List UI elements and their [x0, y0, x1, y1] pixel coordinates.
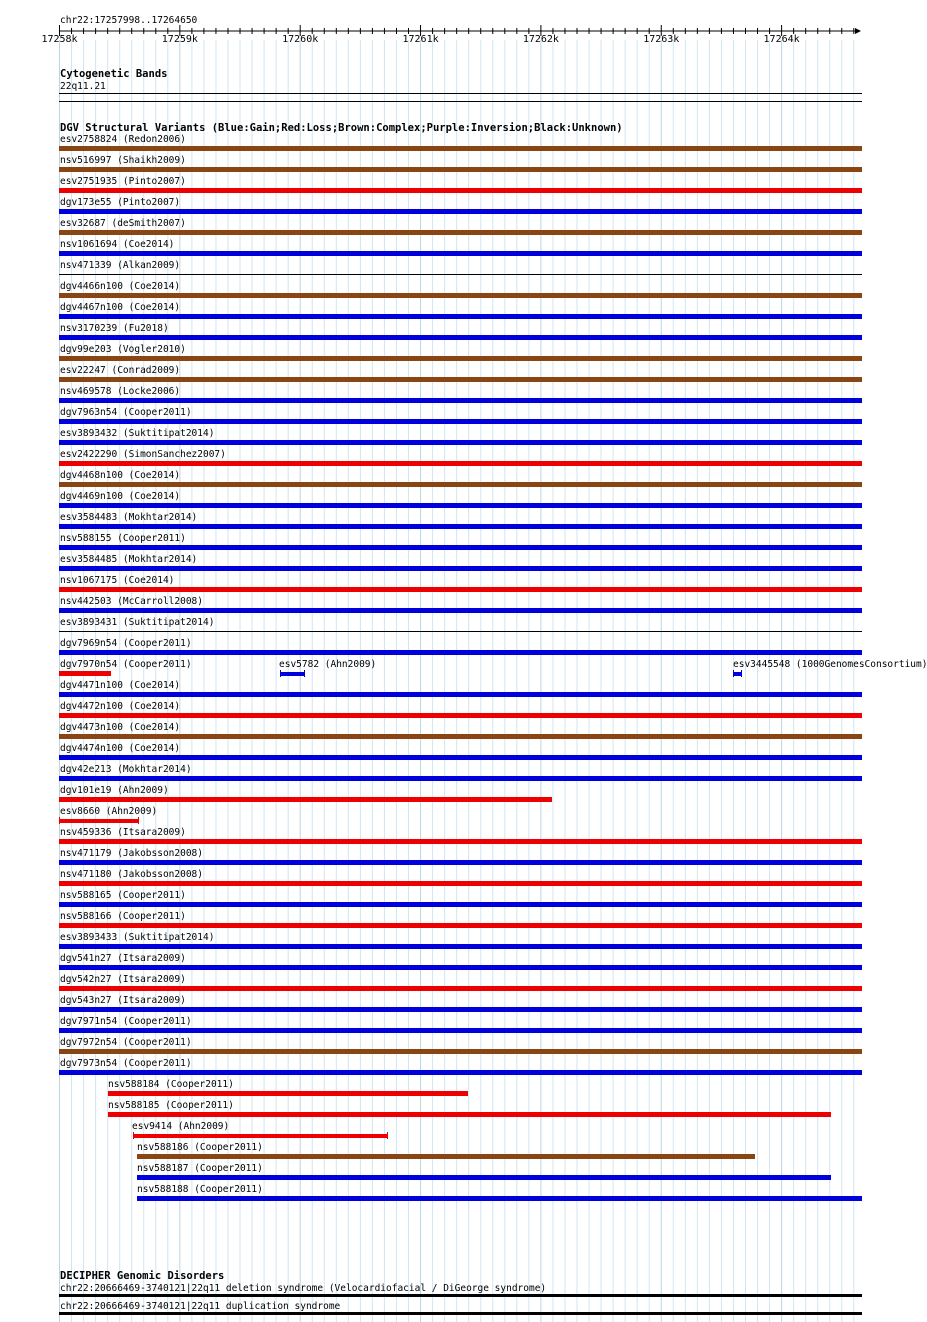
dgv-feature-label[interactable]: nsv3170239 (Fu2018): [60, 323, 169, 334]
dgv-feature-label[interactable]: dgv4468n100 (Coe2014): [60, 470, 181, 481]
dgv-feature-bar[interactable]: [59, 986, 862, 991]
dgv-feature-bar[interactable]: [133, 1134, 388, 1138]
dgv-feature-endcap: [304, 670, 305, 677]
dgv-feature-label[interactable]: nsv588165 (Cooper2011): [60, 890, 186, 901]
decipher-feature-label[interactable]: chr22:20666469-3740121|22q11 duplication syndrome: [60, 1301, 341, 1312]
ruler-tick-label: 17260k: [282, 34, 319, 45]
dgv-feature-bar[interactable]: [59, 314, 862, 319]
dgv-feature-bar[interactable]: [59, 1049, 862, 1054]
dgv-feature-label[interactable]: dgv4473n100 (Coe2014): [60, 722, 181, 733]
dgv-feature-bar[interactable]: [59, 587, 862, 592]
dgv-feature-bar[interactable]: [59, 251, 862, 256]
ruler-axis: [0, 24, 890, 36]
dgv-feature-label[interactable]: dgv4467n100 (Coe2014): [60, 302, 181, 313]
ruler-arrow-icon: [855, 28, 861, 34]
dgv-feature-bar[interactable]: [59, 965, 862, 970]
dgv-feature-bar[interactable]: [59, 1070, 862, 1075]
dgv-feature-bar[interactable]: [108, 1091, 468, 1096]
dgv-feature-bar[interactable]: [137, 1154, 755, 1159]
dgv-feature-bar[interactable]: [59, 503, 862, 508]
dgv-feature-bar[interactable]: [59, 902, 862, 907]
dgv-feature-bar[interactable]: [59, 944, 862, 949]
dgv-feature-label[interactable]: esv3445548 (1000GenomesConsortium): [733, 659, 927, 670]
coordinate-label: chr22:17257998..17264650: [60, 15, 198, 26]
decipher-feature-bar[interactable]: [59, 1294, 862, 1297]
dgv-feature-label[interactable]: esv2758824 (Redon2006): [60, 134, 186, 145]
dgv-feature-bar[interactable]: [59, 1007, 862, 1012]
cytoband-label: 22q11.21: [60, 81, 106, 92]
dgv-feature-bar[interactable]: [59, 335, 862, 340]
dgv-feature-label[interactable]: dgv101e19 (Ahn2009): [60, 785, 169, 796]
dgv-feature-label[interactable]: esv3893431 (Suktitipat2014): [60, 617, 215, 628]
dgv-feature-label[interactable]: nsv471339 (Alkan2009): [60, 260, 181, 271]
dgv-feature-bar[interactable]: [59, 524, 862, 529]
ruler-tick-label: 17263k: [643, 34, 680, 45]
dgv-feature-label[interactable]: esv32687 (deSmith2007): [60, 218, 186, 229]
ruler-tick-label: 17258k: [41, 34, 78, 45]
dgv-feature-bar[interactable]: [59, 631, 862, 632]
dgv-feature-bar[interactable]: [59, 713, 862, 718]
dgv-feature-label[interactable]: dgv42e213 (Mokhtar2014): [60, 764, 192, 775]
dgv-feature-label[interactable]: dgv4469n100 (Coe2014): [60, 491, 181, 502]
dgv-feature-label[interactable]: nsv588187 (Cooper2011): [137, 1163, 263, 1174]
dgv-feature-bar[interactable]: [59, 755, 862, 760]
dgv-feature-bar[interactable]: [59, 230, 862, 235]
dgv-feature-endcap: [59, 817, 60, 824]
dgv-feature-endcap: [280, 670, 281, 677]
dgv-feature-bar[interactable]: [59, 461, 862, 466]
dgv-feature-bar[interactable]: [280, 672, 305, 676]
dgv-feature-bar[interactable]: [59, 419, 862, 424]
dgv-feature-label[interactable]: nsv471180 (Jakobsson2008): [60, 869, 203, 880]
cytoband-track-title[interactable]: Cytogenetic Bands: [60, 68, 168, 80]
dgv-feature-label[interactable]: esv2422290 (SimonSanchez2007): [60, 449, 226, 460]
dgv-feature-bar[interactable]: [59, 797, 552, 802]
dgv-feature-label[interactable]: esv2751935 (Pinto2007): [60, 176, 186, 187]
dgv-feature-label[interactable]: nsv1067175 (Coe2014): [60, 575, 175, 586]
dgv-feature-label[interactable]: dgv7973n54 (Cooper2011): [60, 1058, 192, 1069]
dgv-feature-label[interactable]: nsv588188 (Cooper2011): [137, 1184, 263, 1195]
dgv-feature-label[interactable]: dgv541n27 (Itsara2009): [60, 953, 186, 964]
dgv-feature-bar[interactable]: [59, 819, 139, 823]
dgv-feature-bar[interactable]: [59, 650, 862, 655]
dgv-feature-bar[interactable]: [59, 566, 862, 571]
dgv-feature-bar[interactable]: [59, 167, 862, 172]
ruler-tick-label: 17262k: [522, 34, 559, 45]
dgv-feature-label[interactable]: nsv471179 (Jakobsson2008): [60, 848, 203, 859]
dgv-feature-bar[interactable]: [59, 482, 862, 487]
dgv-feature-bar[interactable]: [59, 293, 862, 298]
dgv-feature-label[interactable]: esv3893432 (Suktitipat2014): [60, 428, 215, 439]
cytoband-line-top: [59, 93, 862, 94]
dgv-feature-bar[interactable]: [59, 377, 862, 382]
dgv-feature-label[interactable]: nsv469578 (Locke2006): [60, 386, 181, 397]
dgv-feature-bar[interactable]: [59, 188, 862, 193]
dgv-feature-label[interactable]: esv9414 (Ahn2009): [132, 1121, 230, 1132]
dgv-feature-label[interactable]: dgv4471n100 (Coe2014): [60, 680, 181, 691]
dgv-feature-bar[interactable]: [59, 776, 862, 781]
dgv-feature-label[interactable]: dgv99e203 (Vogler2010): [60, 344, 186, 355]
dgv-feature-bar[interactable]: [59, 923, 862, 928]
decipher-feature-bar[interactable]: [59, 1312, 862, 1315]
cytoband-line-bottom: [59, 101, 862, 102]
dgv-feature-label[interactable]: dgv7971n54 (Cooper2011): [60, 1016, 192, 1027]
dgv-feature-label[interactable]: esv3893433 (Suktitipat2014): [60, 932, 215, 943]
dgv-feature-label[interactable]: esv3584483 (Mokhtar2014): [60, 512, 198, 523]
dgv-feature-bar[interactable]: [137, 1196, 862, 1201]
dgv-feature-label[interactable]: dgv543n27 (Itsara2009): [60, 995, 186, 1006]
dgv-feature-label[interactable]: dgv7972n54 (Cooper2011): [60, 1037, 192, 1048]
dgv-feature-label[interactable]: nsv442503 (McCarroll2008): [60, 596, 203, 607]
dgv-feature-endcap: [138, 817, 139, 824]
dgv-feature-label[interactable]: dgv4474n100 (Coe2014): [60, 743, 181, 754]
dgv-feature-bar[interactable]: [59, 881, 862, 886]
dgv-feature-endcap: [387, 1132, 388, 1139]
dgv-feature-bar[interactable]: [59, 146, 862, 151]
dgv-feature-label[interactable]: nsv459336 (Itsara2009): [60, 827, 186, 838]
ruler-tick-label: 17261k: [402, 34, 439, 45]
dgv-feature-bar[interactable]: [137, 1175, 831, 1180]
dgv-feature-label[interactable]: dgv4466n100 (Coe2014): [60, 281, 181, 292]
dgv-feature-label[interactable]: nsv588155 (Cooper2011): [60, 533, 186, 544]
dgv-feature-bar[interactable]: [59, 839, 862, 844]
dgv-feature-bar[interactable]: [59, 545, 862, 550]
decipher-feature-label[interactable]: chr22:20666469-3740121|22q11 deletion syndrome (Velocardiofacial / DiGeorge syndrome): [60, 1283, 547, 1294]
ruler-tick-label: 17264k: [763, 34, 800, 45]
ruler-tick-label: 17259k: [161, 34, 198, 45]
dgv-feature-endcap: [733, 670, 734, 677]
dgv-feature-bar[interactable]: [59, 209, 862, 214]
dgv-feature-bar[interactable]: [59, 440, 862, 445]
dgv-feature-endcap: [133, 1132, 134, 1139]
dgv-track-title[interactable]: DGV Structural Variants (Blue:Gain;Red:Loss;Brown:Complex;Purple:Inversion;Black:Unknown): [60, 122, 623, 134]
dgv-feature-label[interactable]: nsv516997 (Shaikh2009): [60, 155, 186, 166]
dgv-feature-label[interactable]: esv3584485 (Mokhtar2014): [60, 554, 198, 565]
dgv-feature-bar[interactable]: [59, 274, 862, 275]
dgv-feature-label[interactable]: nsv588186 (Cooper2011): [137, 1142, 263, 1153]
dgv-feature-label[interactable]: dgv7970n54 (Cooper2011): [60, 659, 192, 670]
dgv-feature-endcap: [741, 670, 742, 677]
dgv-feature-label[interactable]: nsv588166 (Cooper2011): [60, 911, 186, 922]
dgv-feature-label[interactable]: esv22247 (Conrad2009): [60, 365, 181, 376]
dgv-feature-bar[interactable]: [108, 1112, 831, 1117]
dgv-feature-label[interactable]: nsv588185 (Cooper2011): [108, 1100, 234, 1111]
dgv-feature-label[interactable]: nsv588184 (Cooper2011): [108, 1079, 234, 1090]
dgv-feature-label[interactable]: esv8660 (Ahn2009): [60, 806, 158, 817]
dgv-feature-label[interactable]: esv5782 (Ahn2009): [279, 659, 377, 670]
dgv-feature-label[interactable]: nsv1061694 (Coe2014): [60, 239, 175, 250]
dgv-feature-bar[interactable]: [59, 860, 862, 865]
decipher-track-title[interactable]: DECIPHER Genomic Disorders: [60, 1270, 225, 1282]
dgv-feature-bar[interactable]: [59, 671, 111, 676]
dgv-feature-label[interactable]: dgv4472n100 (Coe2014): [60, 701, 181, 712]
dgv-feature-label[interactable]: dgv542n27 (Itsara2009): [60, 974, 186, 985]
dgv-feature-label[interactable]: dgv7963n54 (Cooper2011): [60, 407, 192, 418]
dgv-feature-label[interactable]: dgv173e55 (Pinto2007): [60, 197, 181, 208]
dgv-feature-bar[interactable]: [59, 692, 862, 697]
dgv-feature-label[interactable]: dgv7969n54 (Cooper2011): [60, 638, 192, 649]
dgv-feature-bar[interactable]: [59, 734, 862, 739]
dgv-feature-bar[interactable]: [59, 398, 862, 403]
dgv-feature-bar[interactable]: [59, 608, 862, 613]
dgv-feature-bar[interactable]: [59, 1028, 862, 1033]
dgv-feature-bar[interactable]: [59, 356, 862, 361]
